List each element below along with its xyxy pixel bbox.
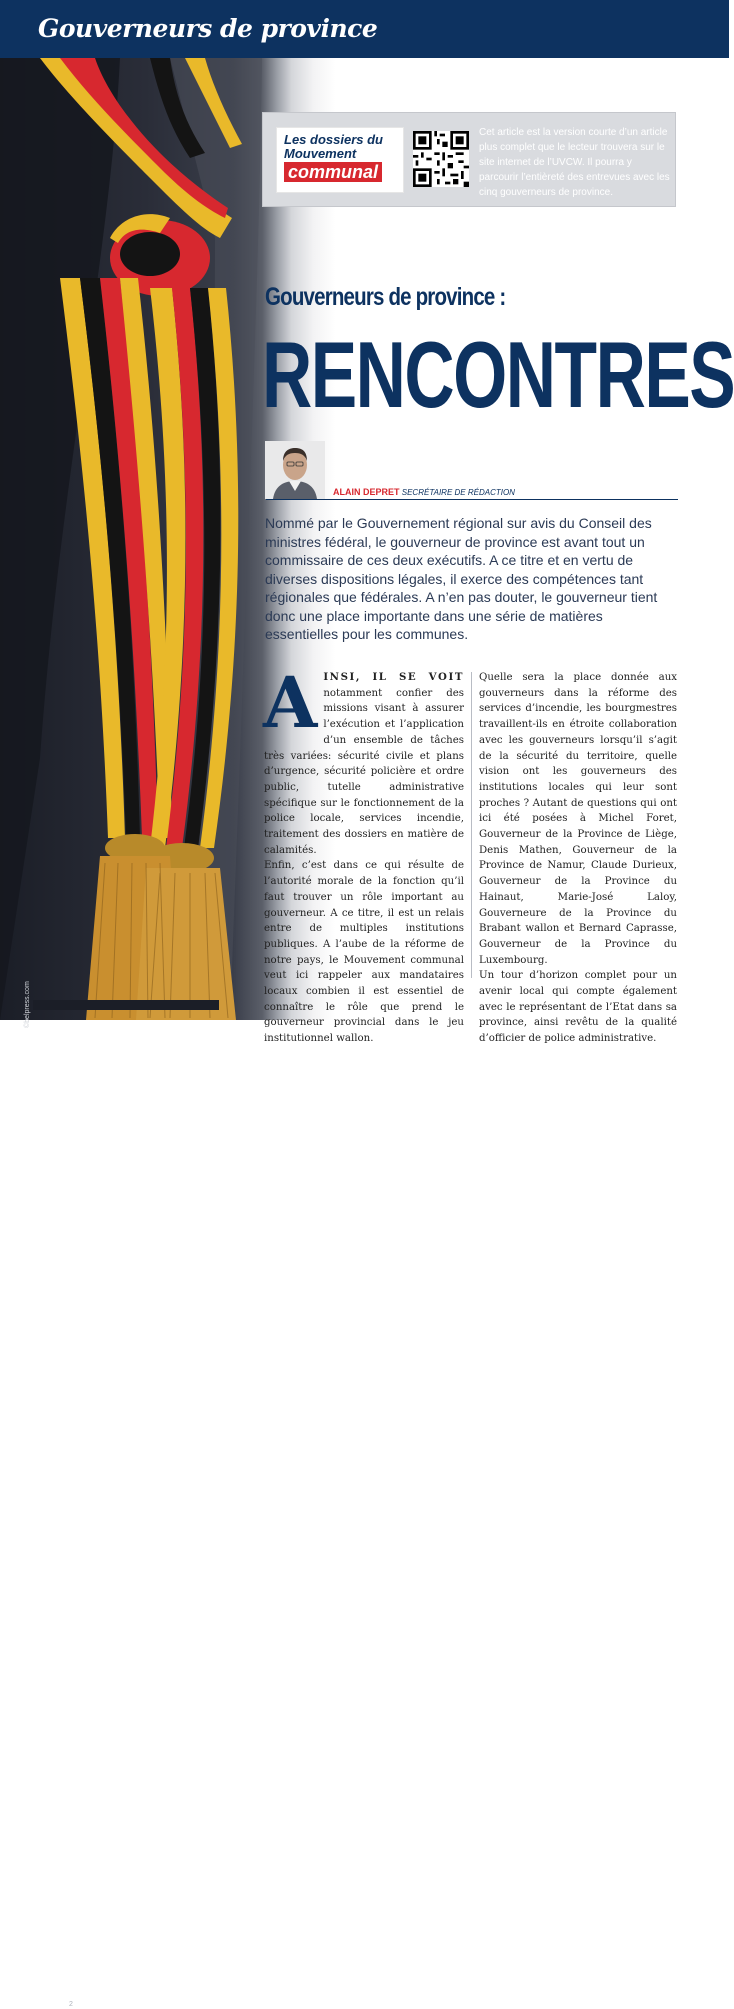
dossier-logo: [276, 127, 404, 193]
dossier-text: Cet article est la version courte d’un article plus complet que le lecteur trouvera sur le site internet de l’UVCW. Il pourra y parcourir l’entièreté des entrevues avec les cinq gouverneurs de province.: [479, 127, 670, 198]
footer-strip: [33, 1000, 219, 2008]
body-col1-paragraph1: notamment confier des missions visant à assurer l’exécution et l’application d’un ensemble de tâches très variées: sécurité civile et plans d’urgence, sécurité policière et ordre public, tutelle administrative spécifique sur le fonctionnement de la police locale, services incendie, traitement des dossiers en matière de calamités.: [264, 687, 464, 856]
author-portrait-icon: [265, 441, 325, 499]
photo-credit: ©belpress.com: [24, 981, 31, 1028]
author-byline: [333, 487, 515, 497]
column-divider: [471, 672, 472, 978]
body-col2-paragraph2: Un tour d’horizon complet pour un avenir local qui compte également avec le représentant de l’Etat dans sa province, ainsi revêtu de la qualité d’officier de police administrative.: [479, 970, 677, 1045]
body-column-2: [479, 670, 677, 1047]
article-headline: RENCONTRES: [262, 322, 734, 427]
lead-in: INSI, IL SE VOIT: [323, 671, 464, 683]
author-name: ALAIN DEPRET: [333, 487, 400, 497]
page-number: 2: [69, 2001, 73, 2008]
author-avatar: [265, 441, 325, 499]
section-title: Gouverneurs de province: [38, 14, 378, 43]
author-role: SECRÉTAIRE DE RÉDACTION: [401, 488, 515, 497]
article-kicker: Gouverneurs de province :: [265, 283, 506, 311]
logo-line3: communal: [284, 162, 382, 182]
body-col1-paragraph2: Enfin, c’est dans ce qui résulte de l’autorité morale de la fonction qu’il faut trouver un rôle important au gouverneur. A ce titre, il est un relais entre de multiples institutions publiques. A l’aube de la réforme de notre pays, le Mouvement communal veut ici rappeler aux mandataires locaux combien il est essentiel de connaître le rôle que prend le gouverneur provincial dans le jeu institutionnel wallon.: [264, 860, 464, 1045]
logo-line1: Les dossiers du: [284, 132, 383, 147]
logo-line2: Mouvement: [284, 146, 357, 161]
article-lead: Nommé par le Gouvernement régional sur avis du Conseil des ministres fédéral, le gouverneur de province est avant tout un commissaire de ces deux exécutifs. A ce titre et en vertu de diverses dispositions légales, il exerce des compétences tant régionales que fédérales. A n’en pas douter, le gouverneur tient donc une place importante dans une série de matières essentielles pour les communes.: [265, 515, 658, 642]
author-divider: [266, 499, 678, 500]
qr-code-icon: [413, 131, 469, 187]
body-column-1: [263, 661, 464, 1047]
qr-code[interactable]: [413, 131, 469, 187]
drop-cap: A: [263, 661, 318, 744]
header-bar: [0, 0, 729, 58]
body-col2-paragraph1: Quelle sera la place donnée aux gouverneurs dans la réforme des services d’incendie, les bourgmestres travaillent-ils en étroite collaboration avec les gouverneurs lorsqu’il s’agit de la sécurité du territoire, quelle vision ont les gouverneurs des institutions locales qui leur sont proches ? Autant de questions qui ont ici été posées à Michel Foret, Gouverneur de la Province de Liège, Denis Mathen, Gouverneur de la Province de Namur, Claude Durieux, Gouverneur de la Province du Hainaut, Marie-José Laloy, Gouverneure de la Province du Brabant wallon et Bernard Caprasse, Gouverneur de la Province du Luxembourg.: [479, 672, 677, 966]
